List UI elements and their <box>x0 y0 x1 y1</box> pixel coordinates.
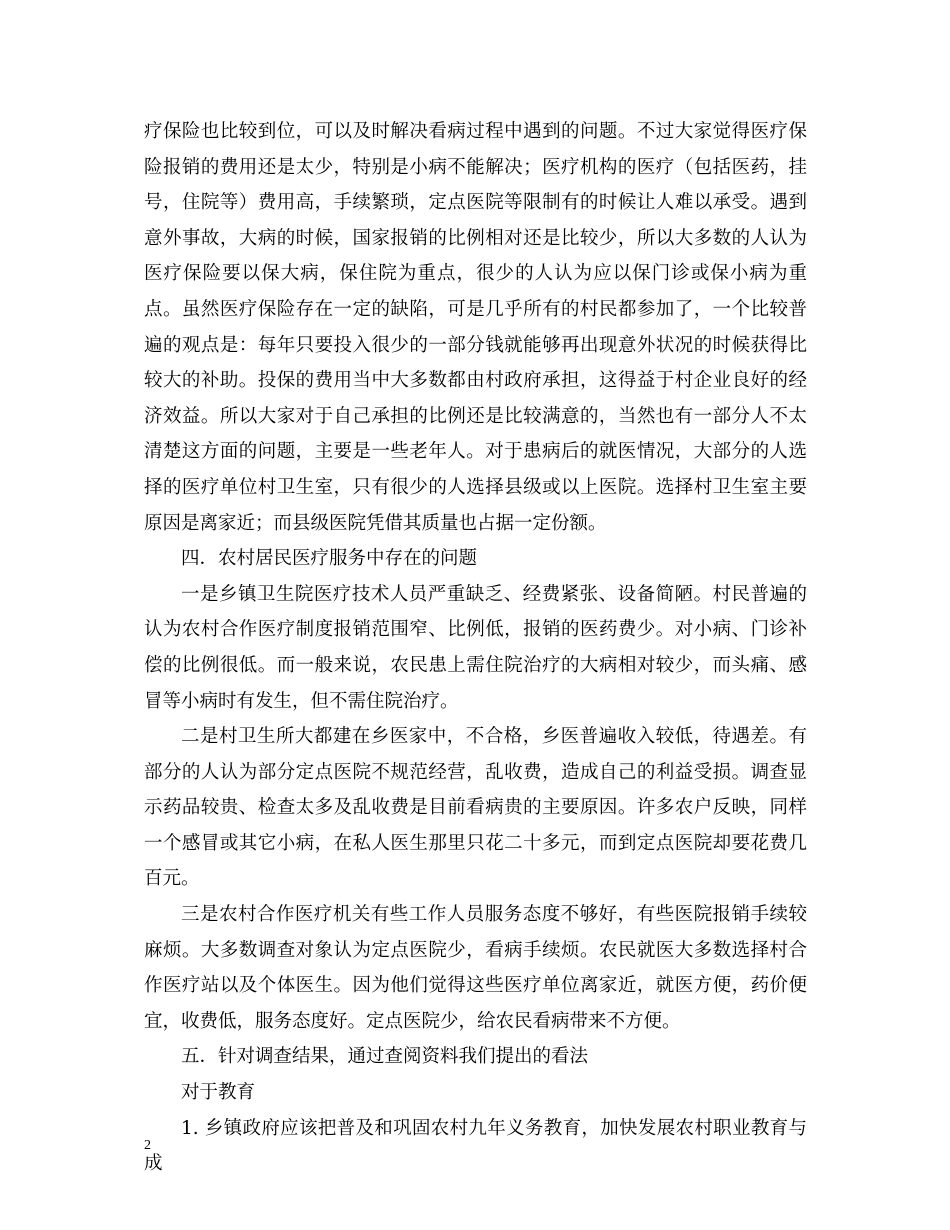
paragraph-medical-insurance-survey: 疗保险也比较到位，可以及时解决看病过程中遇到的问题。不过大家觉得医疗保险报销的费用还是太少，特别是小病不能解决；医疗机构的医疗（包括医药，挂号，住院等）费用高，手续繁琐，定点医院等限制有的时候让人难以承受。遇到意外事故，大病的时候，国家报销的比例相对还是比较少，所以大多数的人认为医疗保险要以保大病，保住院为重点，很少的人认为应以保门诊或保小病为重点。虽然医疗保险存在一定的缺陷，可是几乎所有的村民都参加了，一个比较普遍的观点是：每年只要投入很少的一部分钱就能够再出现意外状况的时候获得比较大的补助。投保的费用当中大多数都由村政府承担，这得益于村企业良好的经济效益。所以大家对于自己承担的比例还是比较满意的，当然也有一部分人不太清楚这方面的问题，主要是一些老年人。对于患病后的就医情况，大部分的人选择的医疗单位村卫生室，只有很少的人选择县级或以上医院。选择村卫生室主要原因是离家近；而县级医院凭借其质量也占据一定份额。 <box>144 121 807 534</box>
section-heading-survey-recommendations: 五．针对调查结果，通过查阅资料我们提出的看法 <box>181 1046 589 1068</box>
list-item-education-1: 1. 乡镇政府应该把普及和巩固农村九年义务教育，加快发展农村职业教育与成 <box>144 1117 807 1175</box>
subheading-education: 对于教育 <box>181 1082 256 1104</box>
document-body <box>144 114 807 1182</box>
section-heading-medical-service-problems: 四．农村居民医疗服务中存在的问题 <box>181 548 478 570</box>
paragraph-problem-two: 二是村卫生所大都建在乡医家中，不合格，乡医普遍收入较低，待遇差。有部分的人认为部分定点医院不规范经营，乱收费，造成自己的利益受损。调查显示药品较贵、检查太多及乱收费是目前看病贵的主要原因。许多农户反映，同样一个感冒或其它小病，在私人医生那里只花二十多元，而到定点医院却要花费几百元。 <box>144 726 807 890</box>
page-number: 2 <box>144 1138 151 1153</box>
paragraph-problem-three: 三是农村合作医疗机关有些工作人员服务态度不够好，有些医院报销手续较麻烦。大多数调查对象认为定点医院少，看病手续烦。农民就医大多数选择村合作医疗站以及个体医生。因为他们觉得这些医疗单位离家近，就医方便，药价便宜，收费低，服务态度好。定点医院少，给农民看病带来不方便。 <box>144 904 807 1032</box>
paragraph-problem-one: 一是乡镇卫生院医疗技术人员严重缺乏、经费紧张、设备简陋。村民普遍的认为农村合作医疗制度报销范围窄、比例低，报销的医药费少。对小病、门诊补偿的比例很低。而一般来说，农民患上需住院治疗的大病相对较少，而头痛、感冒等小病时有发生，但不需住院治疗。 <box>144 583 807 712</box>
